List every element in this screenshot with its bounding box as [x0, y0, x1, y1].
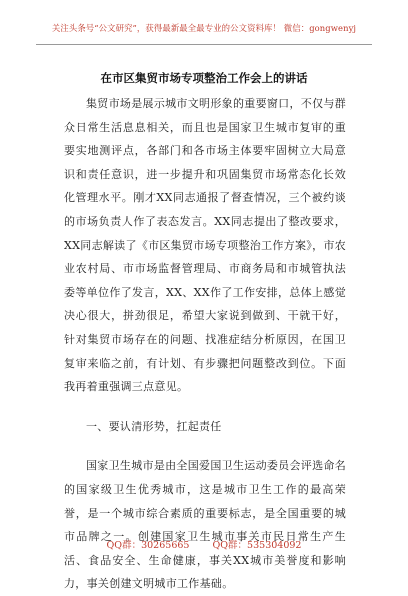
- section-heading-1: 一、要认清形势，扛起责任: [86, 419, 222, 433]
- body-paragraph-intro: 集贸市场是展示城市文明形象的重要窗口，不仅与群众日常生活息息相关，而且也是国家卫生城市复审的重要实地测评点，各部门和各市场主体要牢固树立大局意识和责任意识，进一步提升和巩固集贸市场常态化长效化管理水平。刚才XX同志通报了督查情况，三个被约谈的市场负责人作了表态发言。XX同志提出了整改要求，XX同志解读了《市区集贸市场专项整治工作方案》，市农业农村局、市市场监督管理局、市商务局和市城管执法委等单位作了发言，XX、XX作了工作安排，总体上感觉决心很大，拼劲很足，希望大家说到做到、干就干好，针对集贸市场存在的问题、找准症结分析原因，在国卫复审来临之前，有计划、有步骤把问题整改到位。下面我再着重强调三点意见。: [64, 97, 346, 394]
- footer-qq-group-1: QQ群：30265665: [106, 540, 190, 551]
- footer-qq-group-2: QQ群：535304092: [212, 540, 302, 551]
- body-paragraph-section-1: 国家卫生城市是由全国爱国卫生运动委员会评选命名的国家级卫生优秀城市，这是城市卫生工作的最高荣誉，是一个城市综合素质的重要标志，是全国重要的城市品牌之一。创建国家卫生城市事关市民日常生产生活、食品安全、生命健康，事关XX城市美誉度和影响力，事关创建文明城市工作基础。: [64, 459, 346, 591]
- header-promo-note: 关注头条号“公文研究”，获得最新最全最专业的公文资料库！ 微信：gongwenyj: [51, 23, 357, 33]
- document-body: [64, 92, 346, 596]
- header-divider: [36, 44, 372, 45]
- footer-contact: [0, 537, 408, 551]
- document-title: 在市区集贸市场专项整治工作会上的讲话: [100, 71, 308, 85]
